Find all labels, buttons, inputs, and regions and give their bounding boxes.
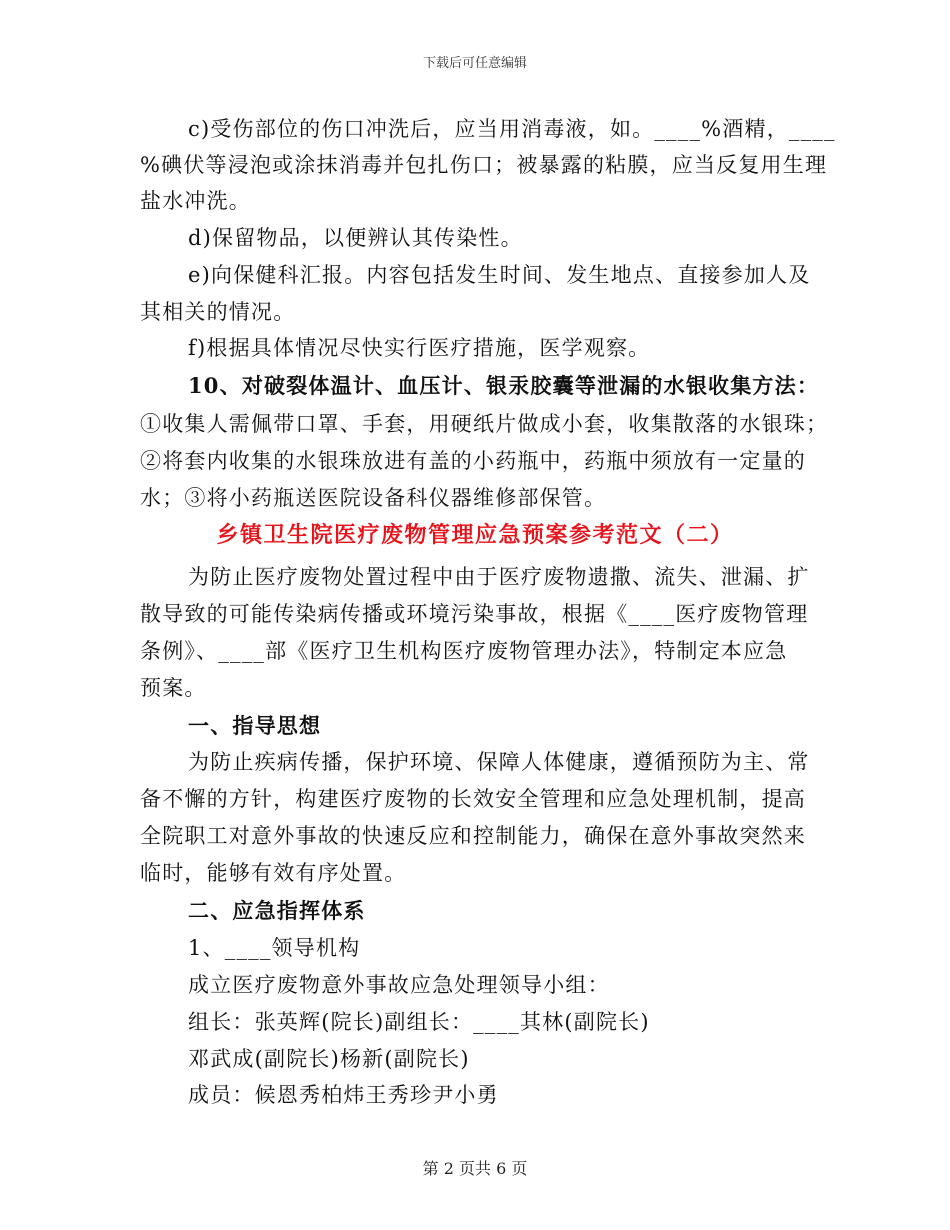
text-line-m2: ②将套内收集的水银珠放进有盖的小药瓶中，药瓶中须放有一定量的 xyxy=(140,449,806,473)
text-line-d1: d)保留物品，以便辨认其传染性。 xyxy=(188,226,523,250)
text-line-p10: 10、对破裂体温计、血压计、银汞胶囊等泄漏的水银收集方法： xyxy=(188,373,820,398)
text-line-g4: 临时，能够有效有序处置。 xyxy=(140,861,407,885)
text-line-e2: 其相关的情况。 xyxy=(140,300,296,324)
text-line-g1: 为防止疾病传播，保护环境、保障人体健康，遵循预防为主、常 xyxy=(188,750,810,774)
text-line-m3: 水；③将小药瓶送医院设备科仪器维修部保管。 xyxy=(140,486,607,510)
text-line-s1: 1、____领导机构 xyxy=(188,936,361,960)
text-line-m1: ①收集人需佩带口罩、手套，用硬纸片做成小套，收集散落的水银珠； xyxy=(140,412,829,436)
text-line-s2: 成立医疗废物意外事故应急处理领导小组： xyxy=(188,973,610,997)
document-title: 乡镇卫生院医疗废物管理应急预案参考范文（二） xyxy=(216,522,734,548)
text-line-g2: 备不懈的方针，构建医疗废物的长效安全管理和应急处理机制，提高 xyxy=(140,787,806,811)
text-line-c2: %碘伏等浸泡或涂抹消毒并包扎伤口；被暴露的粘膜，应当反复用生理 xyxy=(140,153,828,177)
page-header: 下载后可任意编辑 xyxy=(422,56,527,71)
text-line-i2: 散导致的可能传染病传播或环境污染事故，根据《____医疗废物管理 xyxy=(140,602,809,626)
text-line-s4: 邓武成(副院长)杨新(副院长) xyxy=(188,1047,470,1071)
text-line-g3: 全院职工对意外事故的快速反应和控制能力，确保在意外事故突然来 xyxy=(140,824,806,848)
text-line-c1: c)受伤部位的伤口冲洗后，应当用消毒液，如。____%酒精，____ xyxy=(188,117,836,141)
text-line-i3: 条例》、____部《医疗卫生机构医疗废物管理办法》，特制定本应急 xyxy=(140,639,788,663)
text-line-c3: 盐水冲洗。 xyxy=(140,189,251,213)
text-line-i4: 预案。 xyxy=(140,676,207,700)
section-heading-1: 一、指导思想 xyxy=(188,713,322,738)
text-line-s5: 成员：候恩秀柏炜王秀珍尹小勇 xyxy=(188,1083,499,1107)
section-heading-2: 二、应急指挥体系 xyxy=(188,898,366,923)
text-line-s3: 组长：张英辉(院长)副组长：____其林(副院长) xyxy=(188,1010,650,1034)
text-line-f1: f)根据具体情况尽快实行医疗措施，医学观察。 xyxy=(188,336,651,360)
text-line-i1: 为防止医疗废物处置过程中由于医疗废物遗撒、流失、泄漏、扩 xyxy=(188,565,810,589)
page-footer: 第 2 页共 6 页 xyxy=(422,1159,528,1178)
text-line-e1: e)向保健科汇报。内容包括发生时间、发生地点、直接参加人及 xyxy=(188,263,811,287)
